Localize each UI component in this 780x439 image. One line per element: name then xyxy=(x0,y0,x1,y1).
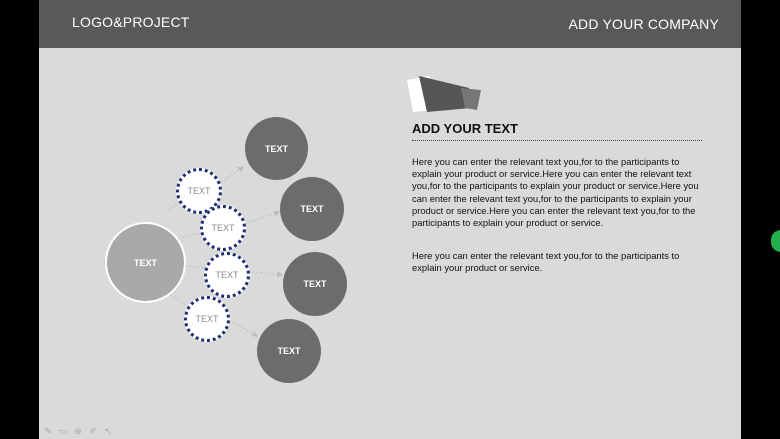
mid-circle-label: TEXT xyxy=(195,314,219,324)
center-circle-label: TEXT xyxy=(133,257,157,268)
side-tab-button[interactable] xyxy=(771,230,780,252)
mid-circle-label: TEXT xyxy=(187,186,211,196)
outer-circle-2 xyxy=(280,177,344,241)
outer-circle-label: TEXT xyxy=(303,279,327,289)
mid-circle-label: TEXT xyxy=(211,223,235,233)
pen-icon[interactable]: ✎ xyxy=(44,426,52,436)
outer-circle-label: TEXT xyxy=(300,204,324,214)
marker-icon[interactable]: ✐ xyxy=(89,426,97,436)
presenter-toolbar xyxy=(43,426,113,436)
mid-circle-4 xyxy=(184,296,230,342)
body-paragraph-2: Here you can enter the relevant text you,for to the participants to explain your product or service. xyxy=(412,250,680,274)
outer-circle-3 xyxy=(283,252,347,316)
zoom-icon[interactable]: ⊕ xyxy=(74,426,82,436)
content-title: ADD YOUR TEXT xyxy=(412,121,518,136)
outer-circle-label: TEXT xyxy=(264,143,288,154)
pointer-icon[interactable]: ↖ xyxy=(104,426,112,436)
company-text: ADD YOUR COMPANY xyxy=(568,16,719,32)
mid-circle-label: TEXT xyxy=(215,270,239,280)
outer-circle-1 xyxy=(245,117,308,180)
mid-circle-2 xyxy=(200,205,246,251)
mid-circle-3 xyxy=(204,252,250,298)
outer-circle-label: TEXT xyxy=(277,346,301,356)
title-divider xyxy=(412,140,702,141)
slide xyxy=(39,0,741,439)
outer-circle-4 xyxy=(257,319,321,383)
logo-text: LOGO&PROJECT xyxy=(72,14,190,30)
body-paragraph-1: Here you can enter the relevant text you,for to the participants to explain your product or service.Here you can enter the relevant text you,for to the participants to explain your product or service.Here you can enter the relevant text you,for to the participants to explain your product or service.Here you can enter the relevant text you,for to the participants to explain your product or service. xyxy=(412,156,699,229)
center-circle xyxy=(105,222,186,303)
slides-icon[interactable]: ▭ xyxy=(58,426,68,436)
